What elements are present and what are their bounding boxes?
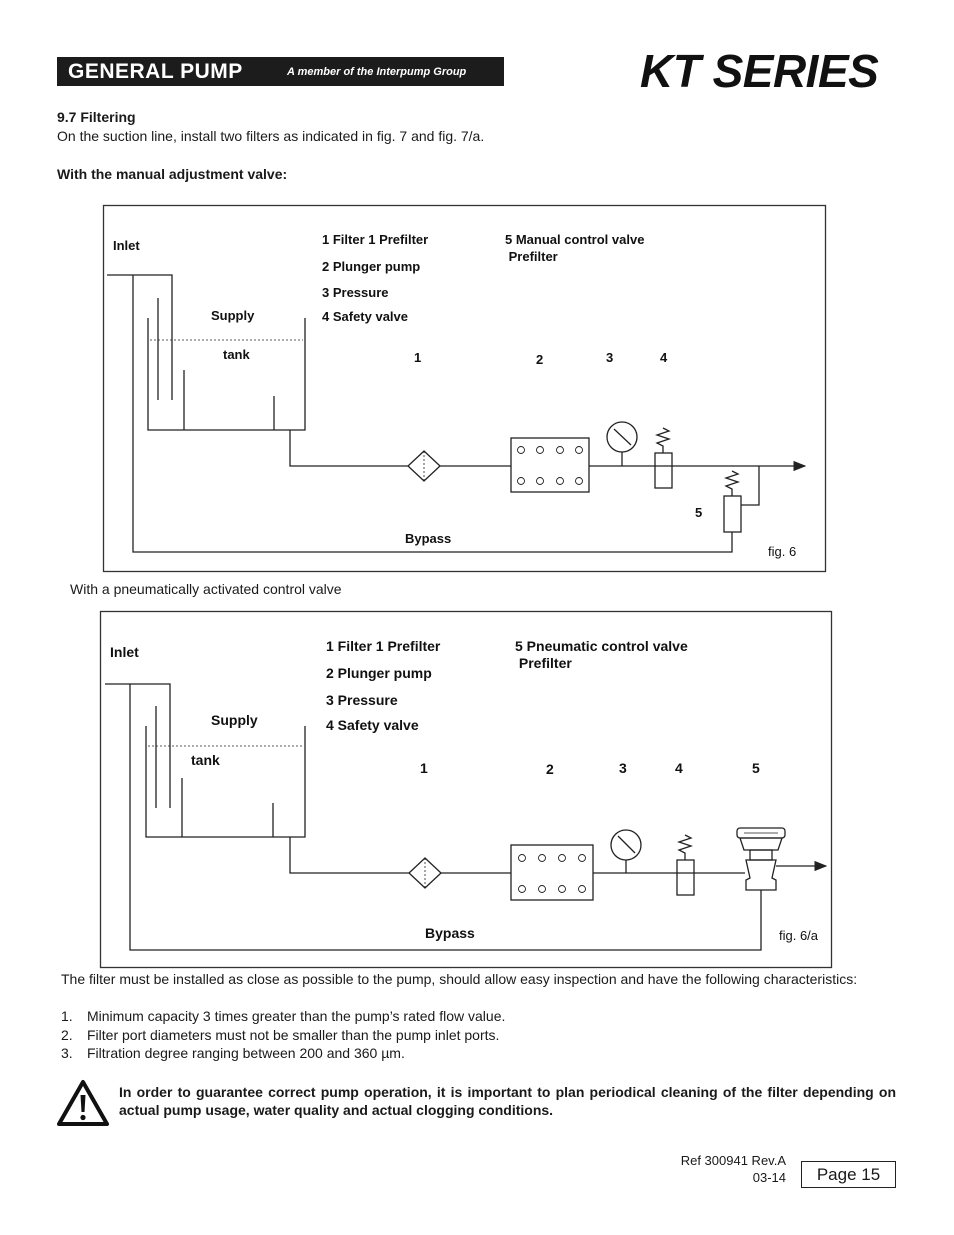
fig6a-inlet-label: Inlet (110, 644, 139, 660)
fig6a-bypass-label: Bypass (425, 925, 475, 941)
list-item-text: Minimum capacity 3 times greater than the pump’s rated flow value. (87, 1008, 506, 1024)
subtitle-pneumatic: With a pneumatically activated control valve (70, 581, 342, 597)
list-item (61, 1026, 505, 1045)
fig6a-legend-5a: 5 Pneumatic control valve (515, 638, 688, 654)
pressure-gauge-6a (611, 830, 641, 860)
fig6a-num-2: 2 (546, 761, 554, 777)
page-number: Page 15 (801, 1161, 896, 1188)
fig6a-num-1: 1 (420, 760, 428, 776)
fig6-num-3: 3 (606, 350, 614, 365)
section-intro: On the suction line, install two filters as indicated in fig. 7 and fig. 7/a. (57, 128, 485, 144)
list-item (61, 1007, 505, 1026)
ref-number: Ref 300941 Rev.A (680, 1153, 786, 1168)
manual-control-valve (724, 496, 741, 532)
fig6-bypass-label: Bypass (405, 531, 452, 546)
plunger-pump-6a (511, 845, 593, 900)
fig6-legend-5b: Prefilter (505, 249, 558, 264)
characteristics-list (61, 1007, 505, 1063)
fig6-supply-label: Supply (211, 308, 255, 323)
warning-text: In order to guarantee correct pump operation, it is important to plan periodical cleaning of the filter depending on actual pump usage, water quality and actual clogging conditions. (119, 1084, 896, 1118)
list-item-number: 3. (61, 1045, 73, 1061)
fig6-num-4: 4 (660, 350, 668, 365)
fig6a-num-5: 5 (752, 760, 760, 776)
list-item-text: Filtration degree ranging between 200 and 360 µm. (87, 1045, 405, 1061)
fig6-legend-5a: 5 Manual control valve (505, 232, 645, 247)
figure-6a-frame (101, 612, 832, 968)
fig6a-legend-1: 1 Filter 1 Prefilter (326, 638, 441, 654)
figure-6-diagram (104, 206, 826, 572)
fig6a-legend-2: 2 Plunger pump (326, 665, 432, 681)
section-title: 9.7 Filtering (57, 109, 136, 125)
fig6-legend-3: 3 Pressure (322, 285, 389, 300)
pneumatic-control-valve (737, 828, 785, 890)
safety-valve-6a (677, 860, 694, 895)
fig6-legend-1: 1 Filter 1 Prefilter (322, 232, 429, 247)
brand-name: GENERAL PUMP (68, 60, 243, 83)
fig6-num-1: 1 (414, 350, 422, 365)
fig6a-legend-5b: Prefilter (515, 655, 572, 671)
safety-valve (655, 453, 672, 488)
fig6-legend-4: 4 Safety valve (322, 309, 409, 324)
fig6-tank-label: tank (223, 347, 250, 362)
fig6-caption: fig. 6 (768, 544, 797, 559)
list-item-number: 1. (61, 1008, 73, 1024)
fig6-inlet-label: Inlet (113, 238, 140, 253)
figure-6a-diagram (101, 612, 832, 968)
list-item (61, 1044, 505, 1063)
document-reference (660, 1152, 786, 1186)
ref-date: 03-14 (752, 1170, 786, 1185)
brand-tagline: A member of the Interpump Group (287, 66, 467, 78)
list-item-text: Filter port diameters must not be smaller than the pump inlet ports. (87, 1026, 500, 1043)
fig6a-tank-label: tank (191, 752, 220, 768)
series-title: KT SERIES (640, 45, 879, 97)
warning-icon (56, 1079, 110, 1127)
fig6a-num-3: 3 (619, 760, 627, 776)
fig6a-legend-4: 4 Safety valve (326, 717, 419, 733)
figure-6-frame (104, 206, 826, 572)
fig6a-supply-label: Supply (211, 712, 258, 728)
fig6-legend-2: 2 Plunger pump (322, 259, 421, 274)
fig6-num-2: 2 (536, 352, 544, 367)
fig6a-num-4: 4 (675, 760, 683, 776)
fig6a-caption: fig. 6/a (779, 928, 819, 943)
fig6a-legend-3: 3 Pressure (326, 692, 398, 708)
fig6-num-5: 5 (695, 505, 703, 520)
characteristics-paragraph: The filter must be installed as close as possible to the pump, should allow easy inspection and have the following characteristics: (61, 971, 858, 987)
list-item-number: 2. (61, 1026, 73, 1043)
subtitle-manual: With the manual adjustment valve: (57, 166, 288, 182)
inlet-pipe (107, 275, 172, 400)
